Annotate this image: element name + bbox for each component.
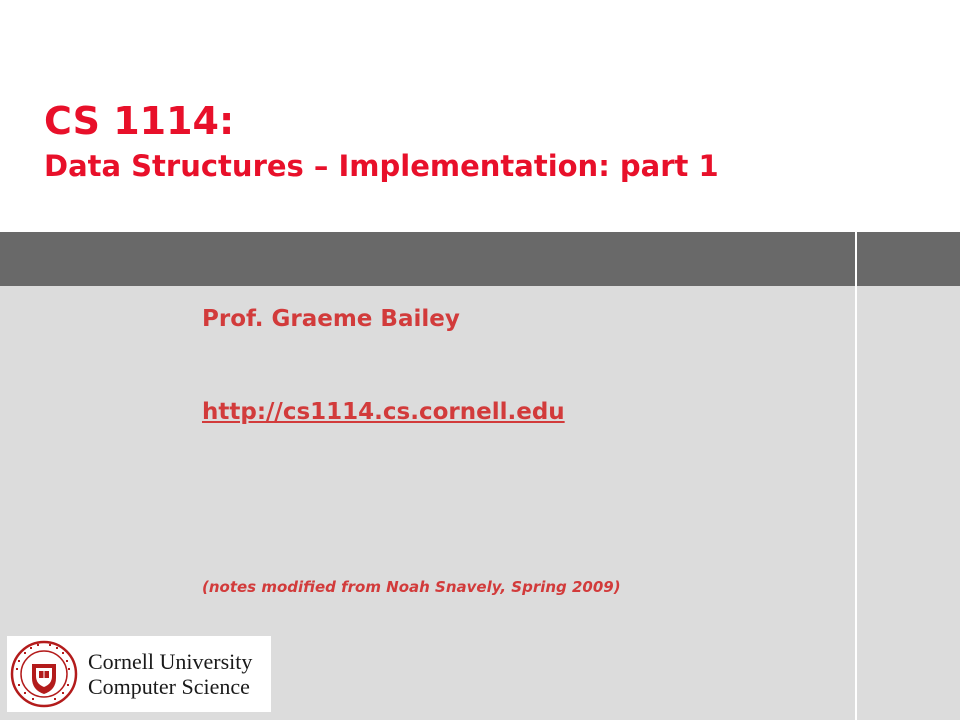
- author-name: Prof. Graeme Bailey: [202, 306, 460, 332]
- title-topic: Data Structures – Implementation: part 1: [44, 149, 719, 183]
- cornell-cs-logo: [7, 636, 271, 712]
- attribution-note: (notes modified from Noah Snavely, Spring 2009): [202, 578, 621, 596]
- slide-title: [44, 96, 924, 186]
- logo-department-name: Computer Science: [88, 674, 250, 699]
- header-band: [0, 232, 960, 286]
- course-website-link[interactable]: http://cs1114.cs.cornell.edu: [202, 399, 565, 425]
- cornell-seal-icon: [10, 640, 78, 708]
- column-divider: [855, 232, 857, 720]
- title-course-code: CS 1114:: [44, 99, 235, 143]
- logo-university-name: Cornell University: [88, 649, 253, 674]
